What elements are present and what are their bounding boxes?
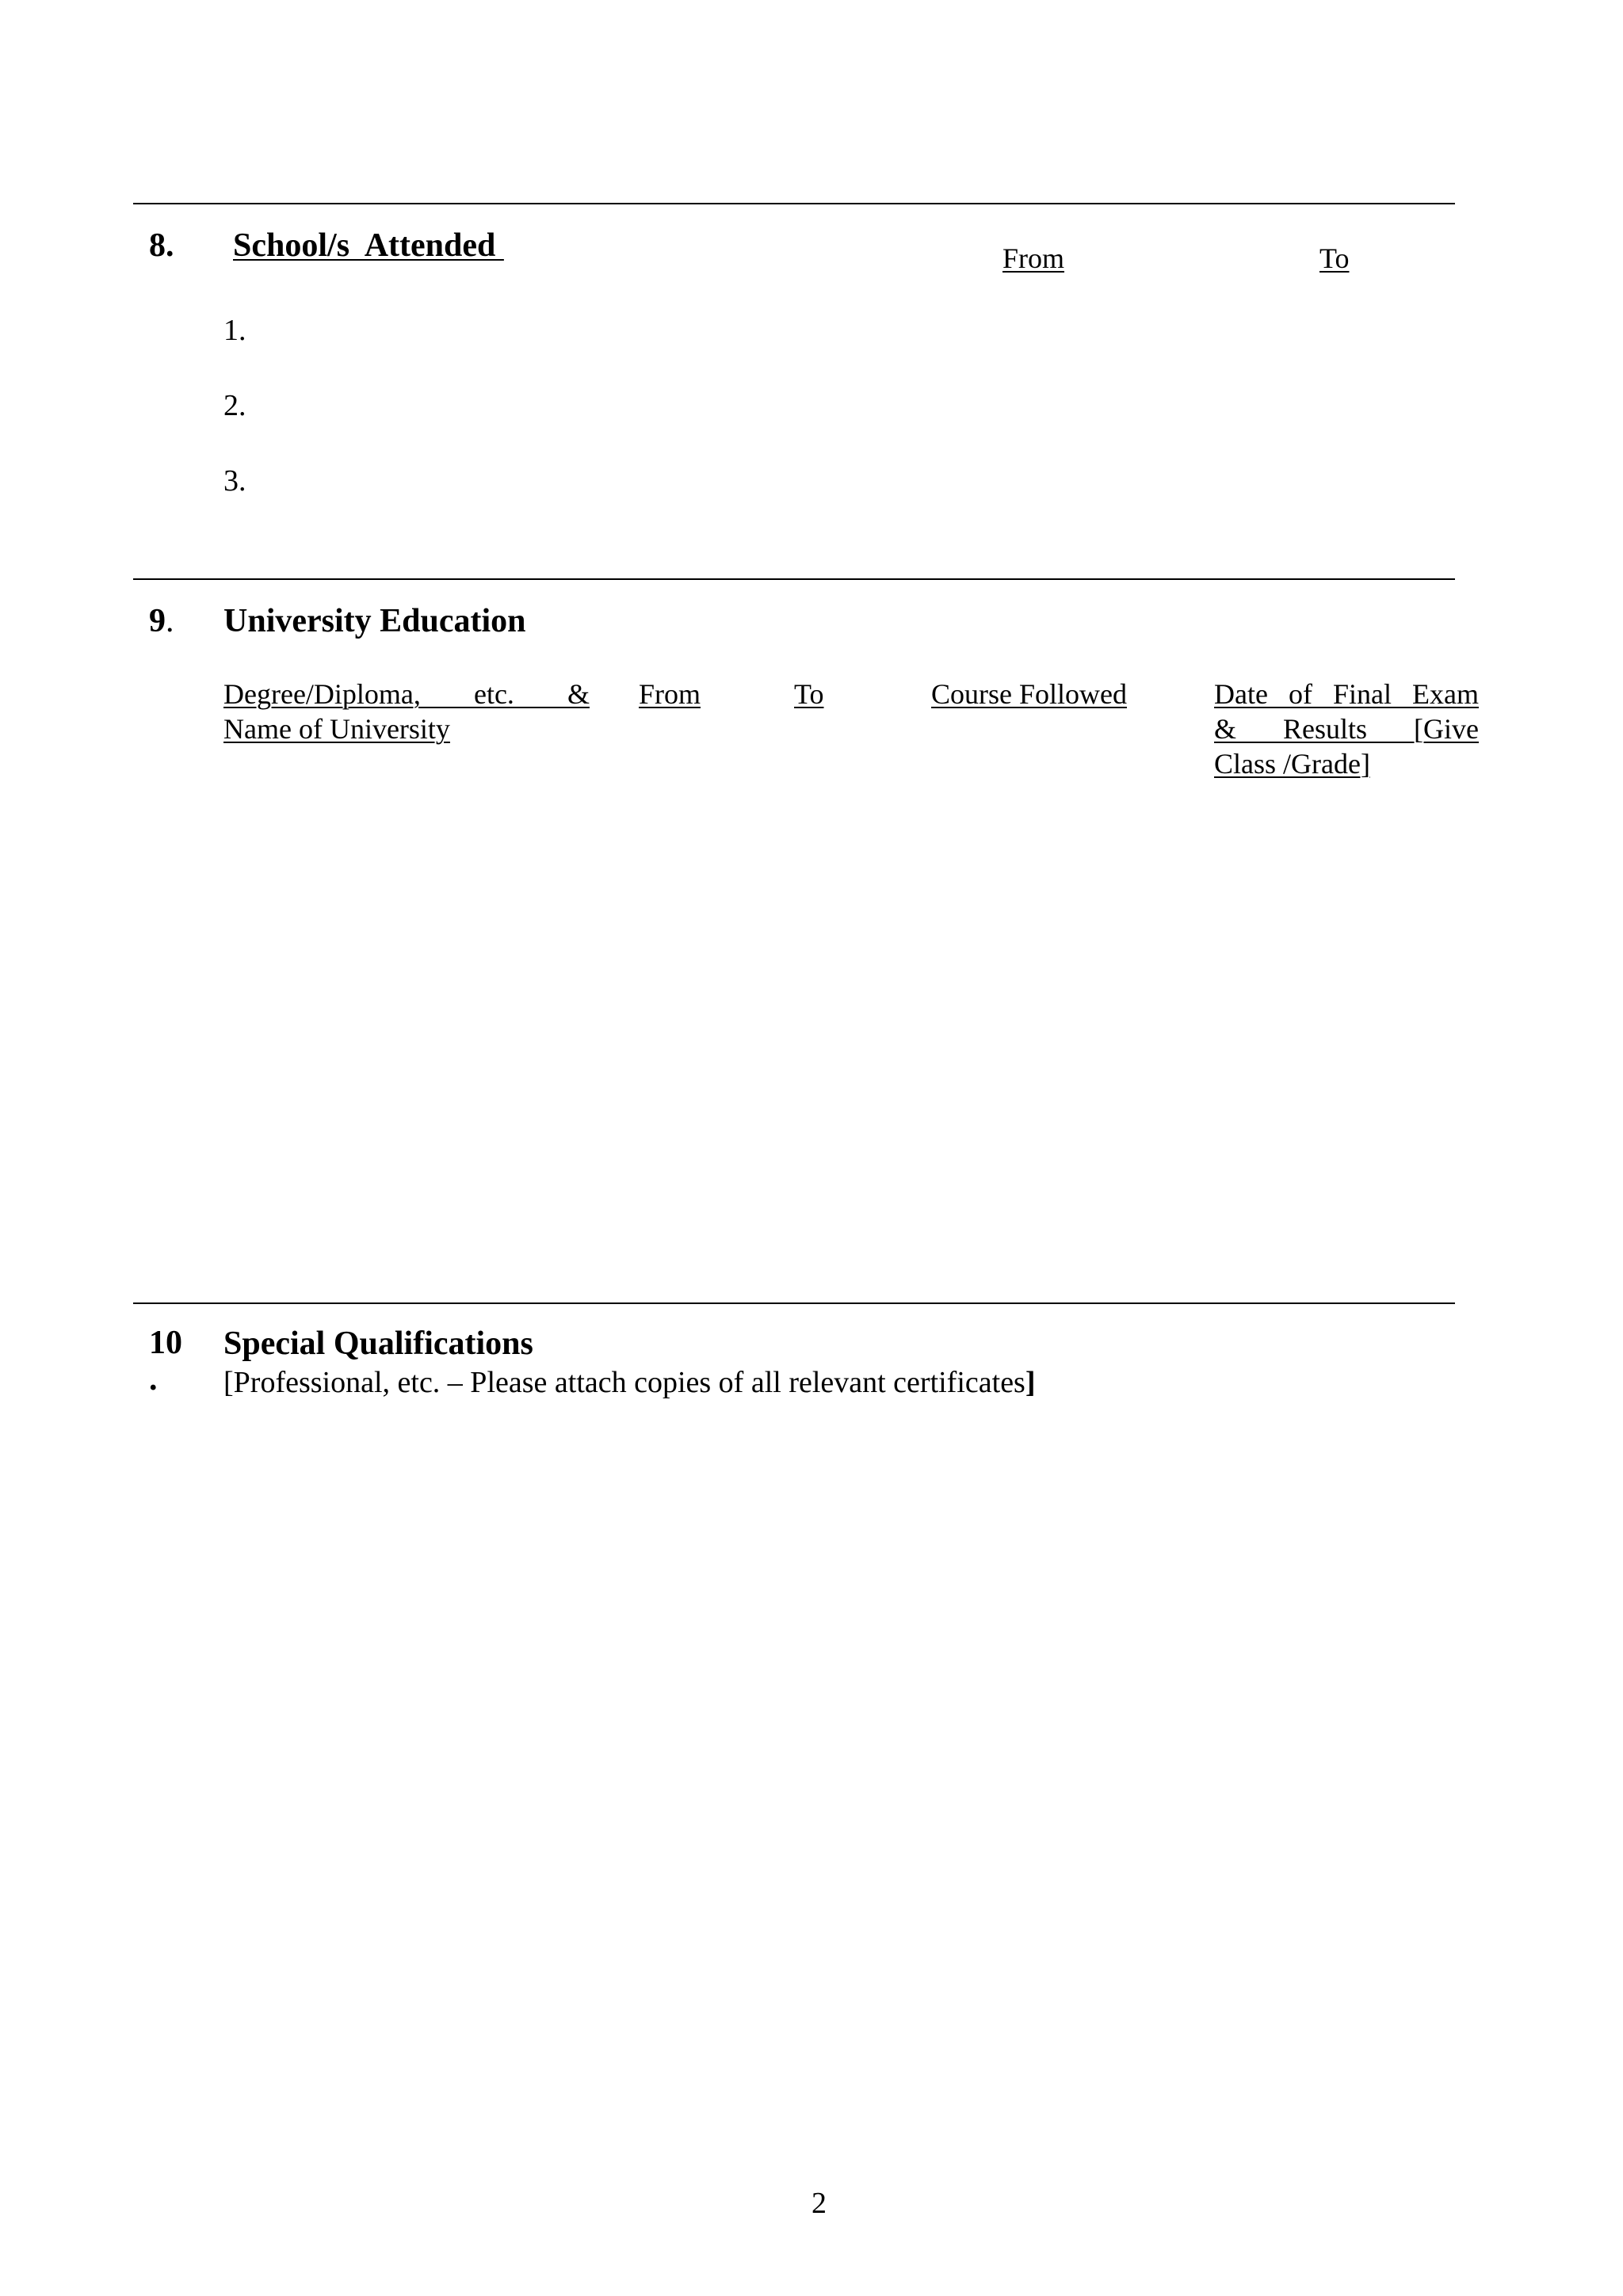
section-10-number-line1: 10	[149, 1325, 182, 1361]
section-10-number-line2: .	[149, 1361, 158, 1398]
section-9-col-degree-line1: Degree/Diploma, etc. &	[223, 678, 590, 710]
section-9-col-degree-line2: Name of University	[223, 713, 450, 745]
section-9-col-date-line3: Class /Grade]	[1214, 748, 1370, 780]
section-9-col-degree	[223, 677, 590, 746]
section-9-col-to: To	[794, 678, 824, 710]
section-9-top-rule	[133, 578, 1455, 580]
section-10-number	[149, 1325, 182, 1398]
section-10-top-rule	[133, 1302, 1455, 1304]
school-item-2: 2.	[223, 389, 246, 422]
section-9-col-from: From	[639, 678, 701, 710]
section-8-top-rule	[133, 203, 1455, 204]
section-8-title: School/s Attended	[233, 227, 504, 264]
school-item-1: 1.	[223, 314, 246, 347]
section-10-title: Special Qualifications	[223, 1325, 533, 1362]
section-10-note-text: [Professional, etc. – Please attach copies of all relevant certificates	[223, 1366, 1025, 1399]
section-9-title: University Education	[223, 603, 526, 639]
section-9-number-digit: 9	[149, 603, 166, 639]
section-9-number	[149, 602, 174, 640]
section-9-col-date-line2: & Results [Give	[1214, 713, 1479, 745]
section-9-col-date	[1214, 677, 1479, 781]
section-10-note	[223, 1364, 1036, 1401]
section-9-number-dot: .	[166, 603, 174, 639]
section-8-number: 8.	[149, 227, 174, 264]
section-8-col-to: To	[1319, 242, 1350, 274]
section-8-col-from: From	[1002, 242, 1065, 274]
section-9-col-course: Course Followed	[931, 678, 1127, 710]
school-item-3: 3.	[223, 464, 246, 498]
section-10-note-close: ]	[1025, 1366, 1036, 1399]
page-number: 2	[812, 2187, 827, 2220]
section-9-col-date-line1: Date of Final Exam	[1214, 678, 1479, 710]
